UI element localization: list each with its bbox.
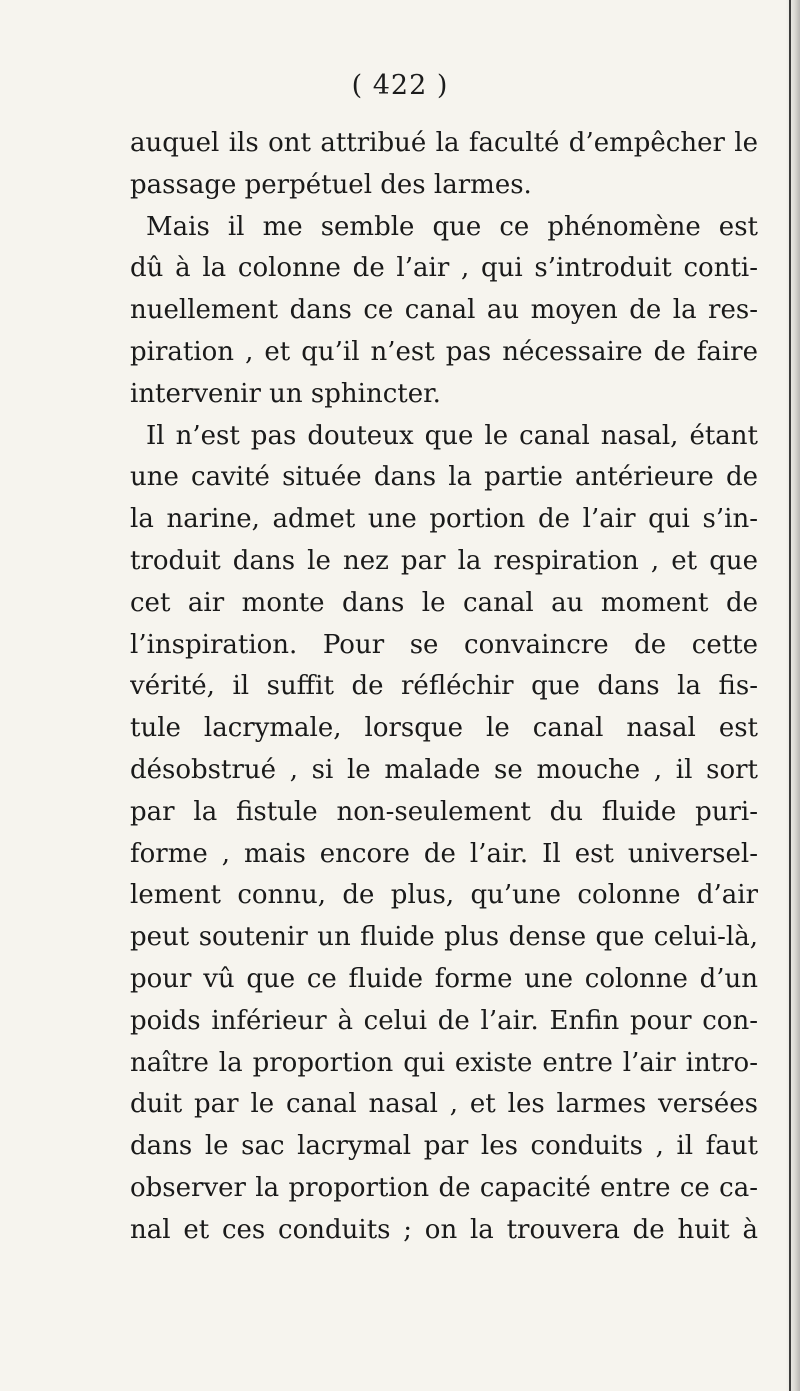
text-line: Il n’est pas douteux que le canal nasal, étant [146, 420, 758, 451]
text-line: par la fistule non-seulement du fluide puri- [130, 796, 758, 827]
text-line: nal et ces conduits ; on la trouvera de huit à [130, 1214, 758, 1245]
text-line: vérité, il suffit de réfléchir que dans la fis- [130, 671, 758, 702]
text-line: la narine, admet une portion de l’air qui s’in- [130, 504, 758, 535]
page-edge-line [789, 0, 791, 1391]
text-line: intervenir un sphincter. [130, 378, 441, 409]
text-line: observer la proportion de capacité entre ce ca- [130, 1172, 758, 1203]
text-line: tule lacrymale, lorsque le canal nasal est [130, 713, 758, 744]
text-line: auquel ils ont attribué la faculté d’empêcher le [130, 128, 758, 158]
text-line: une cavité située dans la partie antérieure de [130, 462, 758, 493]
text-line: duit par le canal nasal , et les larmes versées [130, 1089, 758, 1120]
text-line: cet air monte dans le canal au moment de [130, 587, 758, 618]
body-text [130, 123, 758, 1252]
text-line: troduit dans le nez par la respiration , et que [130, 545, 758, 576]
text-line: dû à la colonne de l’air , qui s’introduit conti- [130, 253, 758, 284]
text-line: désobstrué , si le malade se mouche , il sort [130, 754, 758, 785]
text-line: poids inférieur à celui de l’air. Enfin pour con- [130, 1005, 758, 1036]
text-line: Mais il me semble que ce phénomène est [146, 211, 758, 242]
text-line: forme , mais encore de l’air. Il est universel- [130, 838, 758, 869]
text-line: peut soutenir un fluide plus dense que celui-là, [130, 922, 758, 953]
text-line: dans le sac lacrymal par les conduits , il faut [130, 1131, 758, 1162]
text-line: passage perpétuel des larmes. [130, 169, 532, 200]
text-line: lement connu, de plus, qu’une colonne d’air [130, 880, 758, 911]
page-number: ( 422 ) [351, 70, 449, 101]
text-line: nuellement dans ce canal au moyen de la res- [130, 295, 758, 326]
text-line: piration , et qu’il n’est pas nécessaire de faire [130, 336, 758, 367]
text-line: naître la proportion qui existe entre l’air intro- [130, 1047, 758, 1078]
text-line: l’inspiration. Pour se convaincre de cette [130, 629, 758, 660]
text-line: pour vû que ce fluide forme une colonne d’un [130, 963, 758, 994]
